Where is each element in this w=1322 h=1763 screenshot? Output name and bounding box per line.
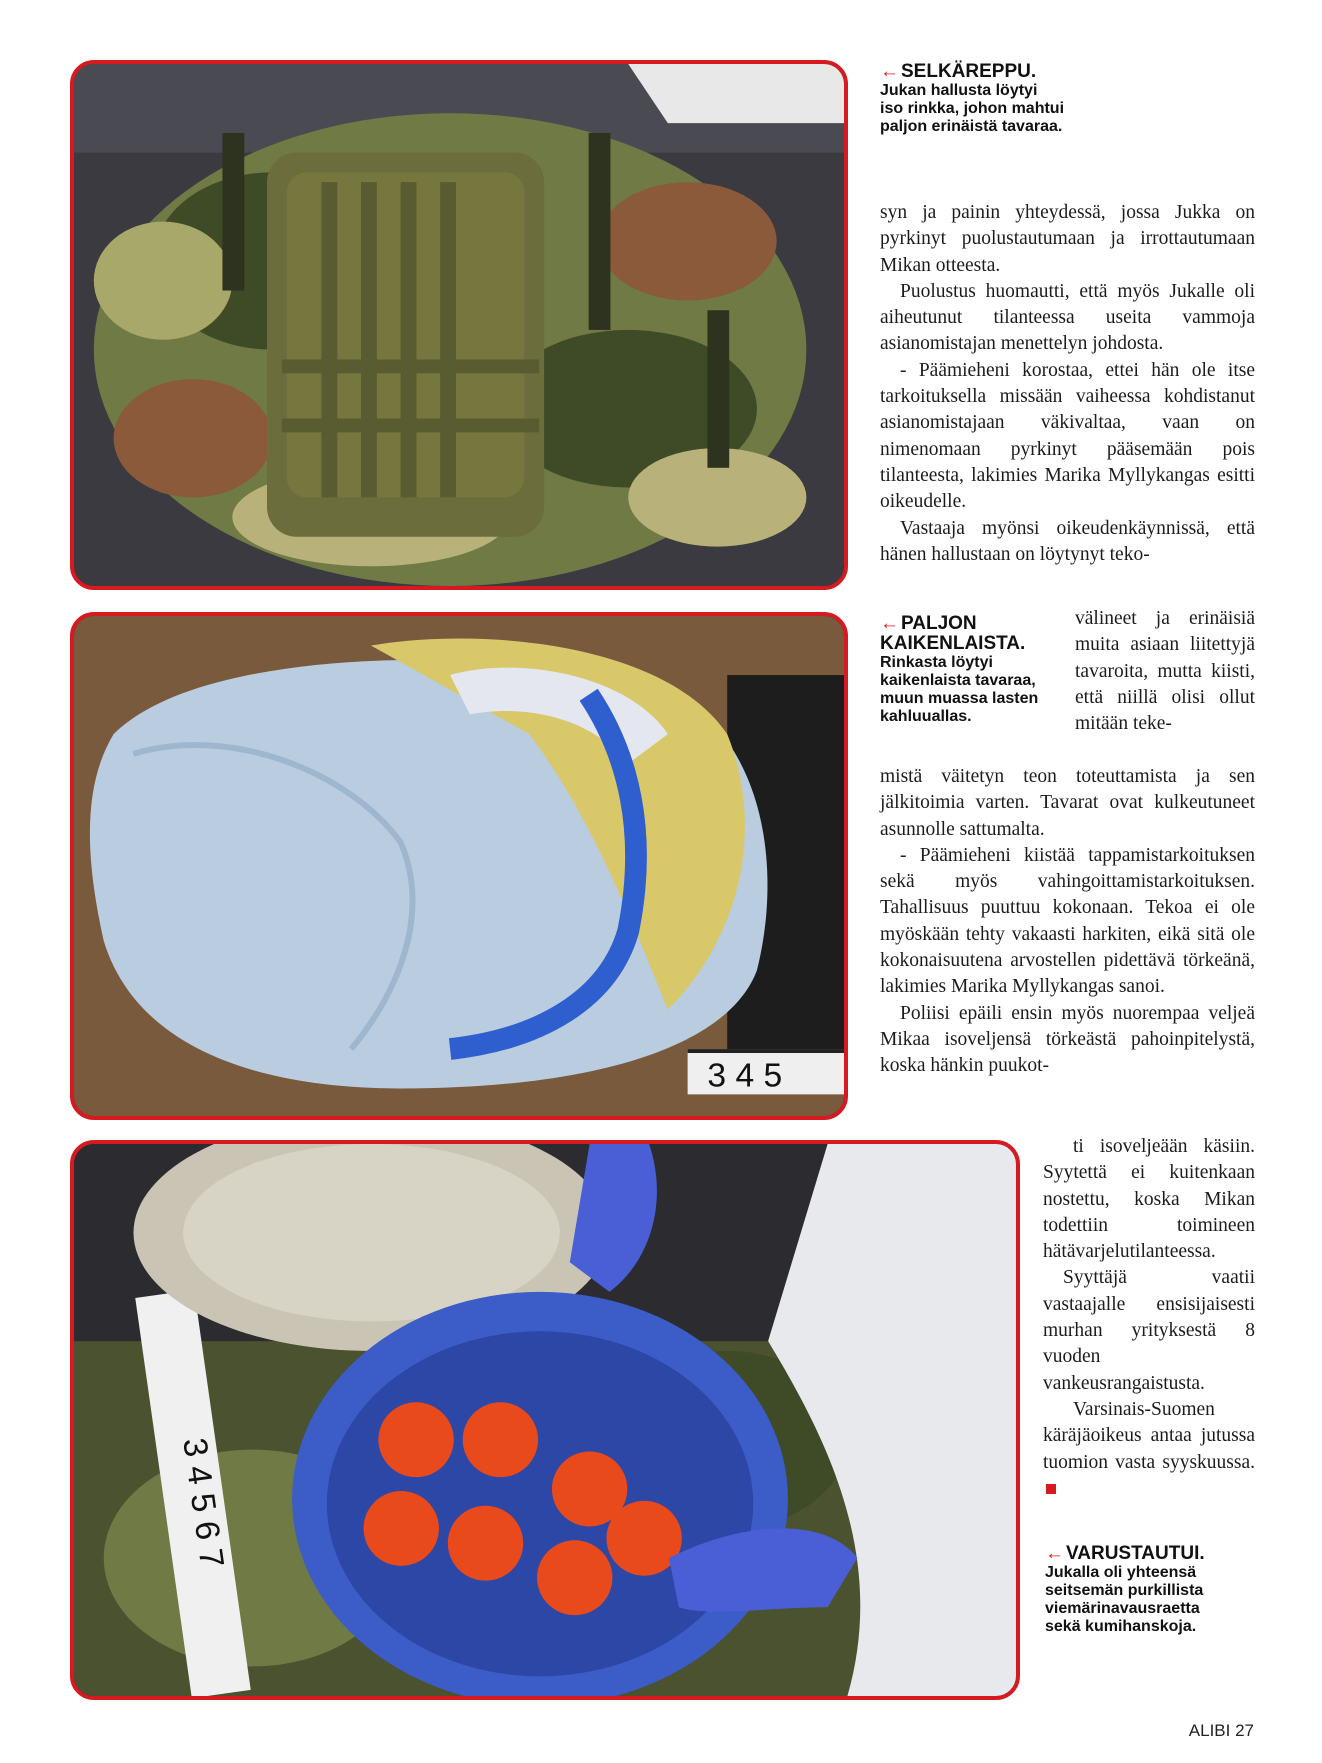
caption-pool-line-3: muun muassa lasten <box>880 690 1039 707</box>
article-paragraph: Vastaaja myönsi oikeudenkäynnissä, että hänen hallustaan on löytynyt teko- <box>880 517 1255 565</box>
page-folio: ALIBI 27 <box>1188 1721 1254 1740</box>
pool-image <box>74 616 844 1116</box>
caption-bucket-line-4: sekä kumihanskoja. <box>1045 1618 1197 1635</box>
caption-pool <box>880 614 1060 726</box>
arrow-left-icon: ← <box>880 61 899 82</box>
article-block-3 <box>880 764 1255 1080</box>
caption-pool-title-2: KAIKENLAISTA. <box>880 633 1026 654</box>
article-paragraph: ti isoveljeään käsiin. Syytettä ei kuitenkaan nostettu, koska Mikan todettiin toimineen hätävarjelutilanteessa. <box>1043 1136 1255 1263</box>
article-paragraph: - Päämieheni korostaa, ettei hän ole itse tarkoituksella missään vaiheessa kohdistanut asianomistajaan väkivaltaa, vaan on nimenomaan pyrkinyt pääsemään pois tilanteesta, lakimies Marika Myllykangas esitti oikeudelle. <box>880 359 1255 513</box>
article-block-1 <box>880 200 1255 568</box>
article-paragraph: syn ja painin yhteydessä, jossa Jukka on pyrkinyt puolustautumaan ja irrottautumaan Mikan otteesta. <box>880 202 1255 276</box>
backpack-photo <box>70 60 848 590</box>
article-block-2 <box>1075 606 1255 737</box>
article-block-4 <box>1043 1134 1255 1502</box>
caption-bucket-title <box>1045 1544 1260 1564</box>
article-paragraph: välineet ja erinäisiä muita asiaan liitettyjä tavaroita, mutta kiisti, että niillä olisi ollut mitään teke- <box>1075 608 1255 735</box>
caption-pool-line-1: Rinkasta löytyi <box>880 654 993 671</box>
caption-pool-line-4: kahluuallas. <box>880 708 972 725</box>
caption-bucket-line-2: seitsemän purkillista <box>1045 1582 1204 1599</box>
caption-backpack <box>880 62 1120 136</box>
caption-backpack-line-1: Jukan hallusta löytyi <box>880 82 1038 99</box>
backpack-image <box>74 64 844 586</box>
pool-ruler-label: 3 4 5 <box>707 1057 783 1095</box>
article-paragraph: - Päämieheni kiistää tappamistarkoituksen sekä myös vahingoittamistarkoituksen. Tahallisuus puuttuu kokonaan. Tekoa ei ole myöskään tehty vakaasti harkiten, eikä sitä ole kokonaisuutena arvostellen pidettävä törkeänä, lakimies Marika Myllykangas sanoi. <box>880 844 1255 998</box>
bucket-photo <box>70 1140 1020 1700</box>
caption-backpack-line-3: paljon erinäistä tavaraa. <box>880 118 1063 135</box>
article-paragraph: mistä väitetyn teon toteuttamista ja sen jälkitoimia varten. Tavarat ovat kulkeutuneet asunnolle sattumalta. <box>880 766 1255 840</box>
pool-photo <box>70 612 848 1120</box>
bucket-image <box>74 1144 1016 1696</box>
article-paragraph: Syyttäjä vaatii vastaajalle ensisijaisesti murhan yrityksestä 8 vuoden vankeusrangaistusta. <box>1043 1267 1255 1394</box>
caption-pool-title-1 <box>880 614 1060 634</box>
caption-bucket-line-3: viemärinavausraetta <box>1045 1600 1200 1617</box>
article-paragraph: Puolustus huomautti, että myös Jukalle oli aiheutunut tilanteessa useita vammoja asianomistajan menettelyn johdosta. <box>880 280 1255 355</box>
caption-backpack-title <box>880 62 1120 82</box>
end-mark-icon <box>1046 1484 1056 1494</box>
caption-backpack-line-2: iso rinkka, johon mahtui <box>880 100 1065 117</box>
caption-bucket-line-1: Jukalla oli yhteensä <box>1045 1564 1197 1581</box>
article-paragraph: Poliisi epäili ensin myös nuorempaa veljeä Mikaa isoveljensä törkeästä pahoinpitelystä, koska hänkin puukot- <box>880 1002 1255 1077</box>
caption-bucket <box>1045 1544 1260 1636</box>
arrow-left-icon: ← <box>1045 1543 1064 1564</box>
caption-backpack-title-text: SELKÄREPPU. <box>901 61 1037 82</box>
bucket-ruler-label: 3 4 5 6 7 <box>175 1435 231 1570</box>
caption-pool-title-1-text: PALJON <box>901 613 977 634</box>
arrow-left-icon: ← <box>880 613 899 634</box>
article-paragraph-final <box>1043 1397 1255 1502</box>
caption-bucket-title-text: VARUSTAUTUI. <box>1066 1543 1205 1564</box>
article-final-text: Varsinais-Suomen käräjäoikeus antaa jutussa tuomion vasta syyskuussa. <box>1043 1398 1255 1473</box>
caption-pool-line-2: kaikenlaista tavaraa, <box>880 672 1036 689</box>
